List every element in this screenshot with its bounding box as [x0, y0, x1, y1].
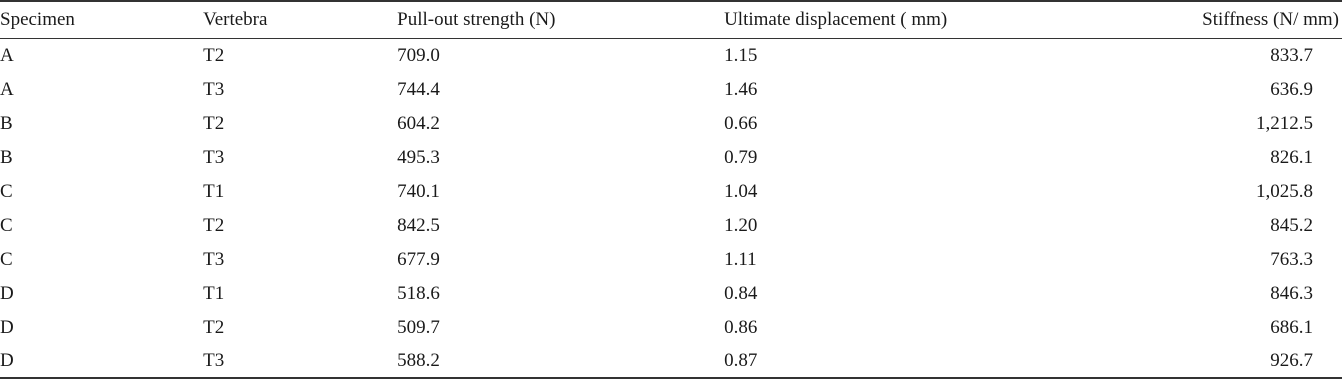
cell-pullout-strength: 744.4: [397, 78, 440, 100]
cell-vertebra: T1: [203, 282, 225, 304]
cell-stiffness: 833.7: [1270, 44, 1313, 66]
cell-pullout-strength: 842.5: [397, 214, 440, 236]
cell-pullout-strength: 518.6: [397, 282, 440, 304]
cell-specimen: B: [0, 112, 13, 134]
table-row: [0, 140, 1342, 174]
table-row: [0, 174, 1342, 208]
cell-ultimate-displacement: 0.87: [724, 344, 1127, 378]
cell-stiffness: 926.7: [1127, 344, 1342, 378]
cell-ultimate-displacement: 1.46: [724, 78, 758, 100]
cell-vertebra: T3: [203, 146, 225, 168]
cell-ultimate-displacement: 0.84: [724, 282, 758, 304]
cell-stiffness: 826.1: [1270, 146, 1313, 168]
cell-pullout-strength: 740.1: [397, 180, 440, 202]
cell-vertebra: T3: [203, 248, 225, 270]
cell-specimen: A: [0, 78, 14, 100]
header-pullout-strength: Pull-out strength (N): [397, 1, 724, 38]
cell-stiffness: 1,212.5: [1256, 112, 1313, 134]
cell-stiffness: 686.1: [1270, 316, 1313, 338]
table-row: [0, 310, 1342, 344]
cell-vertebra: T2: [203, 112, 225, 134]
cell-ultimate-displacement: 1.11: [724, 248, 757, 270]
cell-specimen: A: [0, 44, 14, 66]
cell-pullout-strength: 604.2: [397, 112, 440, 134]
cell-stiffness: 763.3: [1270, 248, 1313, 270]
cell-stiffness: 845.2: [1270, 214, 1313, 236]
cell-stiffness: 1,025.8: [1256, 180, 1313, 202]
table-header: [0, 1, 1342, 38]
header-stiffness: Stiffness (N/ mm): [1127, 1, 1342, 38]
table-row: [0, 72, 1342, 106]
table-row: [0, 242, 1342, 276]
cell-ultimate-displacement: 0.66: [724, 112, 758, 134]
header-row: [0, 1, 1342, 38]
cell-pullout-strength: 677.9: [397, 248, 440, 270]
cell-specimen: C: [0, 180, 13, 202]
header-ultimate-displacement: Ultimate displacement ( mm): [724, 1, 1127, 38]
table-body: [0, 38, 1342, 378]
table-row: [0, 106, 1342, 140]
cell-ultimate-displacement: 1.04: [724, 180, 758, 202]
table-row: [0, 276, 1342, 310]
cell-vertebra: T2: [203, 316, 225, 338]
cell-vertebra: T1: [203, 180, 225, 202]
cell-pullout-strength: 495.3: [397, 146, 440, 168]
cell-ultimate-displacement: 0.79: [724, 146, 758, 168]
cell-ultimate-displacement: 0.86: [724, 316, 758, 338]
cell-ultimate-displacement: 1.20: [724, 214, 758, 236]
header-vertebra: Vertebra: [203, 1, 397, 38]
cell-stiffness: 636.9: [1270, 78, 1313, 100]
cell-vertebra: T2: [203, 44, 225, 66]
cell-specimen: D: [0, 316, 14, 338]
header-specimen: Specimen: [0, 1, 203, 38]
table-row: [0, 344, 1342, 378]
cell-vertebra: T3: [203, 344, 397, 378]
cell-vertebra: T2: [203, 214, 225, 236]
cell-stiffness: 846.3: [1270, 282, 1313, 304]
cell-specimen: B: [0, 146, 13, 168]
cell-specimen: C: [0, 214, 13, 236]
cell-pullout-strength: 588.2: [397, 344, 724, 378]
cell-pullout-strength: 709.0: [397, 44, 440, 66]
cell-specimen: C: [0, 248, 13, 270]
cell-specimen: D: [0, 282, 14, 304]
table-row: [0, 208, 1342, 242]
cell-pullout-strength: 509.7: [397, 316, 440, 338]
cell-vertebra: T3: [203, 78, 225, 100]
cell-specimen: D: [0, 344, 203, 378]
table-row: [0, 38, 1342, 72]
cell-ultimate-displacement: 1.15: [724, 44, 758, 66]
